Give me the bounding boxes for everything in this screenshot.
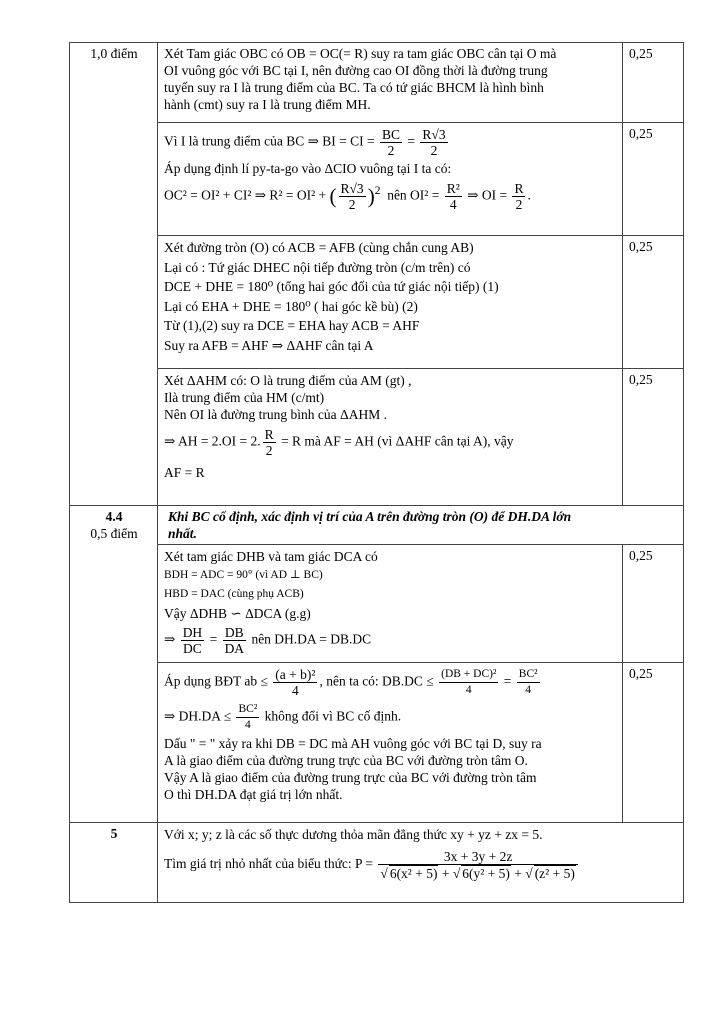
text: Áp dụng BĐT ab ≤ [164, 673, 268, 689]
part-label: 5 [110, 826, 118, 841]
numerator: BC² [517, 667, 540, 683]
text-line: OI vuông góc với BC tại I, nên đường cao OI đồng thời là đường trung [164, 63, 548, 78]
text: = R mà AF = AH (vì ΔAHF cân tại A), vậy [281, 433, 514, 449]
numerator: DB [223, 625, 247, 641]
score-value: 0,25 [629, 548, 653, 563]
denominator: 2 [430, 143, 438, 158]
fraction [445, 181, 462, 212]
content-cell [158, 369, 623, 506]
fraction [339, 181, 366, 212]
table-row [70, 545, 684, 663]
score-cell [623, 663, 684, 823]
denominator: 4 [525, 684, 532, 696]
content-cell [158, 663, 623, 823]
fraction [420, 127, 447, 158]
text-line: Lại có EHA + DHE = 180⁰ ( hai góc kề bù) (2) [164, 298, 418, 314]
answer-table [69, 42, 684, 903]
fraction [223, 625, 247, 656]
score-value: 0,25 [629, 666, 653, 681]
text-line: DCE + DHE = 180⁰ (tổng hai góc đối của tứ giác nội tiếp) (1) [164, 279, 499, 294]
part-cell [70, 823, 158, 903]
table-row [70, 236, 684, 369]
score-value: 0,25 [629, 239, 653, 254]
text: OC² = OI² + CI² ⇒ R² = OI² + [164, 187, 327, 203]
text-line: Xét tam giác DHB và tam giác DCA có [164, 549, 378, 564]
text-line: Vậy ΔDHB ∽ ΔDCA (g.g) [164, 606, 311, 621]
formula-line: Vì I là trung điểm của BC ⇒ BI = CI = $\frac{BC}{2}$ = $\frac{R√3}{2}$ [164, 127, 446, 158]
text-line: AF = R [164, 465, 205, 480]
fraction [512, 181, 525, 212]
formula-line: ⇒ $\frac{DH}{DC}$ = $\frac{DB}{DA}$ nên DH.DA = DB.DC [164, 625, 372, 656]
denominator: 4 [449, 197, 457, 212]
numerator: R [264, 427, 274, 442]
part-points: 0,5 điểm [90, 526, 138, 541]
text-line: Vậy A là giao điểm của đường trung trực của BC với đường tròn tâm [164, 770, 537, 785]
text: , nên ta có: DB.DC ≤ [319, 673, 434, 689]
part-label: 4.4 [105, 509, 123, 524]
sqrt-term: (z² + 5) [534, 866, 575, 881]
denominator: √ 6(x² + 5) + √ 6(y² + 5) + √ (z² + 5) [380, 866, 575, 881]
fraction [517, 667, 540, 698]
fraction [263, 427, 276, 458]
score-value: 0,25 [629, 372, 653, 387]
text: Tìm giá trị nhỏ nhất của biểu thức: P = [164, 856, 374, 872]
numerator: DH [182, 625, 203, 640]
denominator: 4 [245, 719, 251, 731]
fraction [439, 667, 498, 698]
denominator: DC [183, 641, 202, 656]
score-cell [623, 545, 684, 663]
text-line: Suy ra AFB = AHF ⇒ ΔAHF cân tại A [164, 337, 374, 353]
score-value: 0,25 [629, 46, 653, 61]
numerator: 3x + 3y + 2z [378, 849, 577, 865]
text: không đổi vì BC cố định. [264, 708, 402, 724]
text-line: tuyến suy ra I là trung điểm của BC. Ta có tứ giác BHCM là hình bình [164, 80, 544, 95]
content-cell [158, 506, 684, 545]
table-row [70, 663, 684, 823]
table-row [70, 823, 684, 903]
score-cell [623, 369, 684, 506]
text: nên DH.DA = DB.DC [251, 631, 372, 647]
text: ⇒ DH.DA ≤ [164, 708, 232, 724]
text-line: Dấu " = " xảy ra khi DB = DC mà AH vuông góc với BC tại D, suy ra [164, 736, 542, 751]
denominator: 2 [387, 143, 395, 158]
numerator: R√3 [422, 127, 446, 142]
part-cell [70, 506, 158, 823]
text-line: hành (cmt) suy ra I là trung điểm MH. [164, 97, 371, 112]
content-cell [158, 545, 623, 663]
fraction [181, 625, 205, 656]
text: ⇒ OI = [467, 187, 508, 203]
text-line: Nên OI là đường trung bình của ΔAHM . [164, 407, 387, 422]
denominator: 4 [465, 684, 472, 696]
table-row [70, 369, 684, 506]
score-cell [623, 123, 684, 236]
denominator: 2 [265, 443, 273, 458]
text: Vì I là trung điểm của BC ⇒ BI = CI = [164, 133, 375, 149]
sqrt-term: 6(y² + 5) [462, 866, 510, 881]
paren: ( [329, 184, 337, 208]
text-line: Xét đường tròn (O) có ACB = AFB (cùng chắn cung AB) [164, 240, 474, 255]
text-line: HBD = DAC (cùng phụ ACB) [164, 588, 304, 600]
table-row [70, 123, 684, 236]
part-label: 1,0 điểm [90, 46, 138, 61]
text-line: O thì DH.DA đạt giá trị lớn nhất. [164, 787, 343, 802]
denominator: 4 [292, 683, 299, 698]
fraction [273, 667, 317, 698]
text-line: Từ (1),(2) suy ra DCE = EHA hay ACB = AHF [164, 318, 420, 333]
formula-line: OC² = OI² + CI² ⇒ R² = OI² + ( $\frac{R√3}{2}$ )$^2$ nên OI² = $\frac{\text{R²}}{4}$ ⇒ OI = $\frac{R}{2}$ . [164, 181, 531, 212]
question-title: nhất. [168, 526, 197, 541]
fraction [378, 849, 577, 881]
text-line: Ilà trung điểm của HM (c/mt) [164, 390, 325, 405]
table-row [70, 43, 684, 123]
formula-line [164, 427, 617, 458]
exponent: 2 [374, 185, 381, 198]
sqrt-term: 6(x² + 5) [389, 866, 438, 881]
formula-line: Áp dụng BĐT ab ≤ $\frac{\text{(a + b)²}}{4}$ , nên ta có: DB.DC ≤ $\frac{\text{(DB + DC)²}}{4}$ = $\frac{\text{BC²}}{4}$ [164, 667, 538, 698]
score-cell [623, 43, 684, 123]
question-title: Khi BC cố định, xác định vị trí của A trên đường tròn (O) để DH.DA lớn [168, 509, 572, 524]
text: nên OI² = [387, 187, 440, 203]
numerator: (DB + DC)² [439, 667, 498, 683]
text-line: Áp dụng định lí py-ta-go vào ΔCIO vuông tại I ta có: [164, 161, 452, 176]
score-cell [623, 236, 684, 369]
score-value: 0,25 [629, 126, 653, 141]
denominator: 2 [515, 197, 523, 212]
numerator: BC² [236, 702, 259, 718]
formula-line [164, 849, 678, 881]
numerator: R [514, 181, 524, 196]
text-line: Xét Tam giác OBC có OB = OC(= R) suy ra tam giác OBC cân tại O mà [164, 46, 557, 61]
numerator: R² [446, 181, 460, 196]
denominator: 2 [348, 197, 356, 212]
content-cell [158, 236, 623, 369]
text-line: A là giao điểm của đường trung trực của BC với đường tròn tâm O. [164, 753, 528, 768]
fraction [236, 702, 259, 733]
formula-line [164, 702, 617, 733]
paren: ) [367, 184, 375, 208]
text-line: BDH = ADC = 90° (vì AD ⊥ BC) [164, 569, 323, 581]
fraction [380, 127, 402, 158]
text-line: Xét ΔAHM có: O là trung điểm của AM (gt) , [164, 373, 412, 388]
text-line: Lại có : Tứ giác DHEC nội tiếp đường tròn (c/m trên) có [164, 259, 471, 275]
numerator: BC [382, 127, 401, 142]
denominator: DA [224, 641, 245, 656]
part-cell [70, 43, 158, 506]
table-row [70, 506, 684, 545]
numerator: R√3 [340, 181, 364, 196]
text-line: Với x; y; z là các số thực dương thỏa mãn đẳng thức xy + yz + zx = 5. [164, 827, 543, 842]
content-cell [158, 43, 623, 123]
text: ⇒ AH = 2.OI = 2. [164, 433, 261, 449]
numerator: (a + b)² [275, 667, 316, 682]
content-cell [158, 823, 684, 903]
content-cell [158, 123, 623, 236]
